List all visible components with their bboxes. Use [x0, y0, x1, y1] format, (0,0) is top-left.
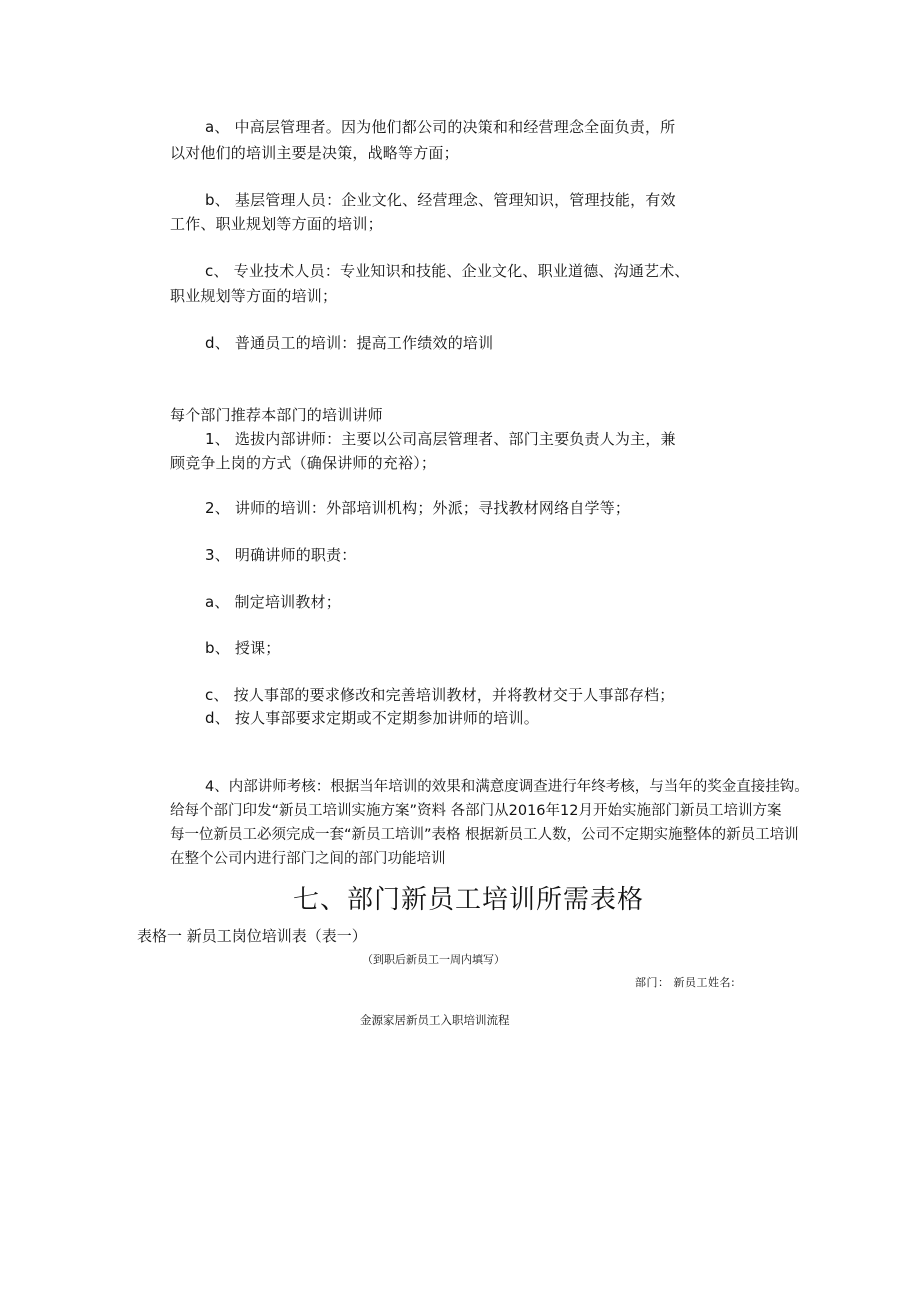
trainer-item1-line2: 顾竞争上岗的方式（确保讲师的充裕）； [170, 454, 437, 472]
trainer-duty-b: b、 授课； [205, 639, 281, 657]
form-title: 表格一 新员工岗位培训表（表一） [137, 927, 367, 945]
target-c-line1: c、 专业技术人员：专业知识和技能、企业文化、职业道德、沟通艺术、 [205, 262, 690, 280]
form-fill-note: （到职后新员工一周内填写） [362, 953, 505, 966]
trainer-duty-c: c、 按人事部的要求修改和完善培训教材，并将教材交于人事部存档； [205, 686, 675, 704]
implementation-line3: 在整个公司内进行部门之间的部门功能培训 [170, 851, 446, 867]
form-fields: 部门： 新员工姓名: [635, 976, 736, 989]
form-caption: 金源家居新员工入职培训流程 [360, 1013, 510, 1027]
trainer-item4: 4、内部讲师考核：根据当年培训的效果和满意度调查进行年终考核，与当年的奖金直接挂钩。 [205, 779, 809, 795]
target-b-line2: 工作、职业规划等方面的培训； [170, 215, 383, 233]
target-b-line1: b、 基层管理人员：企业文化、经营理念、管理知识，管理技能，有效 [205, 191, 676, 209]
trainer-duty-a: a、 制定培训教材； [205, 593, 341, 611]
target-a-line2: 以对他们的培训主要是决策，战略等方面； [170, 144, 459, 162]
implementation-line2: 每一位新员工必须完成一套“新员工培训”表格 根据新员工人数，公司不定期实施整体的新员工培训 [170, 827, 799, 843]
target-d-line1: d、 普通员工的培训：提高工作绩效的培训 [205, 334, 494, 352]
trainer-item2: 2、 讲师的培训：外部培训机构；外派；寻找教材网络自学等； [205, 499, 631, 517]
trainer-duty-d: d、 按人事部要求定期或不定期参加讲师的培训。 [205, 709, 539, 727]
implementation-line1: 给每个部门印发“新员工培训实施方案”资料 各部门从2016年12月开始实施部门新员工培训方案 [170, 803, 782, 819]
target-c-line2: 职业规划等方面的培训； [170, 287, 338, 305]
trainer-section-title: 每个部门推荐本部门的培训讲师 [170, 406, 383, 424]
section-heading: 七、部门新员工培训所需表格 [293, 885, 645, 915]
trainer-item3: 3、 明确讲师的职责： [205, 546, 357, 564]
target-a-line1: a、 中高层管理者。因为他们都公司的决策和和经营理念全面负责，所 [205, 118, 676, 136]
trainer-item1-line1: 1、 选拔内部讲师：主要以公司高层管理者、部门主要负责人为主，兼 [205, 430, 676, 448]
